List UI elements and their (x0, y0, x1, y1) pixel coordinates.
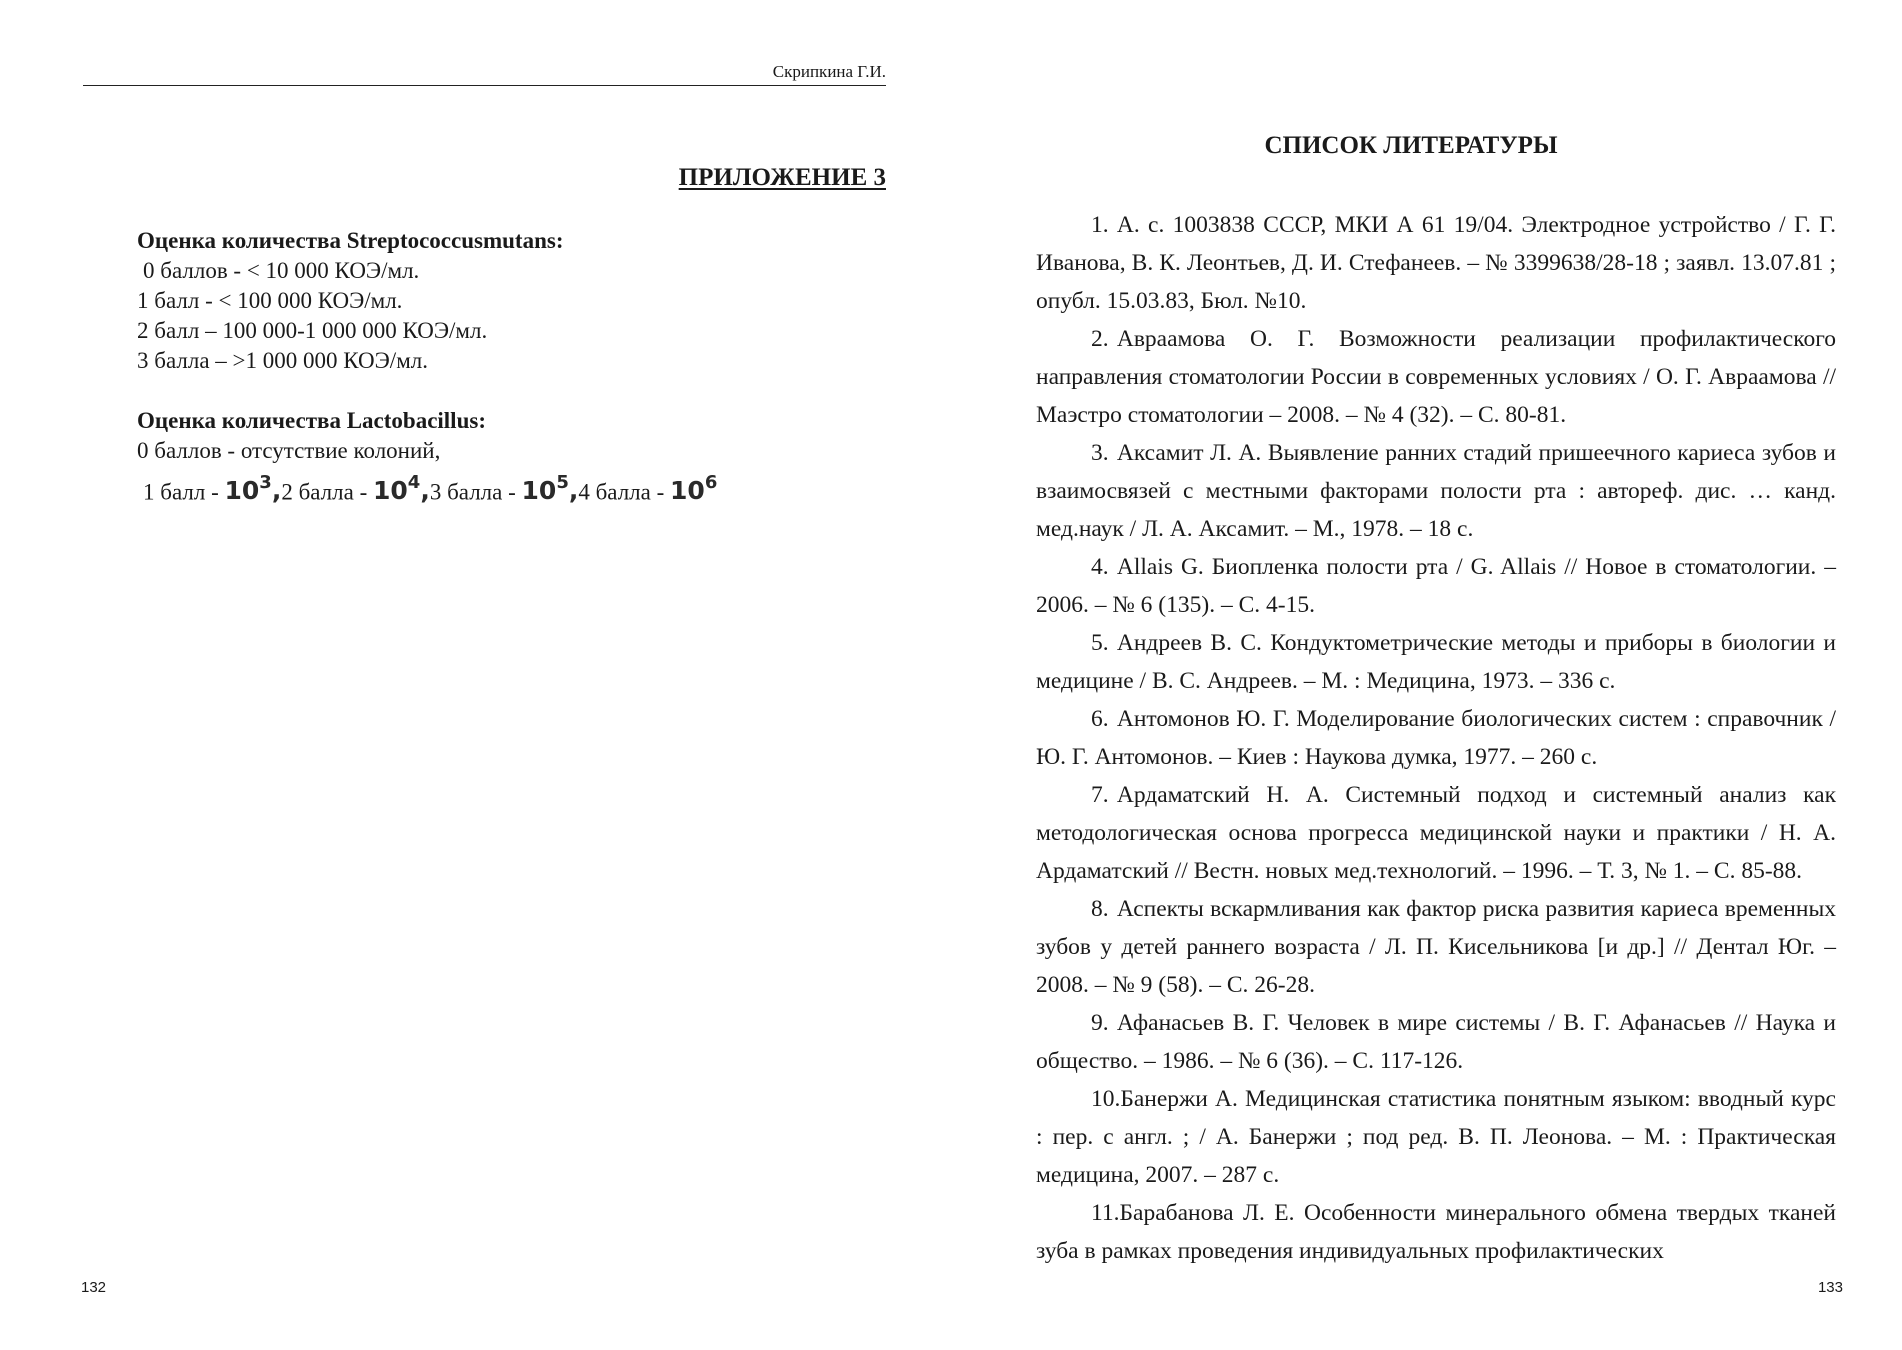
bibliography-entry (1036, 776, 1836, 890)
bibliography-entry (1036, 890, 1836, 1004)
lactobacillus-score-3-label: 3 балла - (429, 479, 522, 505)
lactobacillus-score-2-value: $10^4$, (373, 472, 430, 506)
bibliography-entry (1036, 1194, 1836, 1270)
bibliography-title: СПИСОК ЛИТЕРАТУРЫ (1264, 132, 1558, 159)
entry-text: Барабанова Л. Е. Особенности минерального обмена твердых тканей зуба в рамках проведения индивидуальных профилактических (1036, 1200, 1836, 1264)
entry-text: Андреев В. С. Кондуктометрические методы и приборы в биологии и медицине / В. С. Андреев. – М. : Медицина, 1973. – 336 с. (1036, 630, 1836, 694)
page-number-right: 133 (1817, 1279, 1843, 1296)
bibliography-entry (1036, 700, 1836, 776)
running-header: Скрипкина Г.И. (83, 62, 886, 86)
streptococcus-score-0: 0 баллов - < 10 000 КОЭ/мл. (143, 258, 420, 283)
appendix-body (137, 226, 877, 507)
section-spacer (137, 376, 877, 406)
entry-text: А. с. 1003838 СССР, МКИ А 61 19/04. Электродное устройство / Г. Г. Иванова, В. К. Леонтьев, Д. И. Стефанеев. – № 3399638/28-18 ; заявл. 13.07.81 ; опубл. 15.03.83, Бюл. №10. (1036, 212, 1836, 314)
bibliography-entry (1036, 1004, 1836, 1080)
section-heading-lactobacillus: Оценка количества Lactobacillus: (137, 408, 486, 433)
entry-number: 9. (1091, 1010, 1109, 1036)
streptococcus-score-3: 3 балла – >1 000 000 КОЭ/мл. (137, 348, 428, 373)
streptococcus-score-2: 2 балл – 100 000-1 000 000 КОЭ/мл. (137, 318, 488, 343)
bibliography-entry (1036, 1080, 1836, 1194)
page-number-left: 132 (81, 1279, 107, 1296)
bibliography-entry (1036, 206, 1836, 320)
entry-text: Банержи А. Медицинская статистика понятным языком: вводный курс : пер. с англ. ; / А. Банержи ; под ред. В. П. Леонова. – М. : Практическая медицина, 2007. – 287 с. (1036, 1086, 1836, 1188)
entry-number: 3. (1091, 440, 1109, 466)
entry-text: Авраамова О. Г. Возможности реализации профилактического направления стоматологии России в современных условиях / О. Г. Авраамова // Маэстро стоматологии – 2008. – № 4 (32). – С. 80-81. (1036, 326, 1836, 428)
entry-number: 8. (1091, 896, 1109, 922)
lactobacillus-score-2-label: 2 балла - (281, 479, 373, 505)
bibliography-entry (1036, 548, 1836, 624)
entry-text: Антомонов Ю. Г. Моделирование биологических систем : справочник / Ю. Г. Антомонов. – Киев : Наукова думка, 1977. – 260 с. (1036, 706, 1836, 770)
entry-text: Аспекты вскармливания как фактор риска развития кариеса временных зубов у детей раннего возраста / Л. П. Кисельникова [и др.] // Дентал Юг. – 2008. – № 9 (58). – С. 26-28. (1036, 896, 1836, 998)
right-page (951, 0, 1902, 1350)
entry-number: 10. (1091, 1086, 1121, 1112)
streptococcus-score-1: 1 балл - < 100 000 КОЭ/мл. (137, 288, 403, 313)
entry-number: 5. (1091, 630, 1109, 656)
bibliography-entry (1036, 624, 1836, 700)
lactobacillus-score-line (137, 470, 877, 507)
bibliography-list (1036, 206, 1836, 1270)
lactobacillus-score-1-value: $10^3$, (224, 472, 282, 506)
entry-number: 2. (1091, 326, 1109, 352)
entry-text: Аксамит Л. А. Выявление ранних стадий пришеечного кариеса зубов и взаимосвязей с местными факторами полости рта : автореф. дис. … канд. мед.наук / Л. А. Аксамит. – М., 1978. – 18 с. (1036, 440, 1836, 542)
entry-number: 4. (1091, 554, 1109, 580)
bibliography-entry (1036, 320, 1836, 434)
lactobacillus-score-1-label: 1 балл - (143, 479, 225, 505)
lactobacillus-score-4-value: $10^6$ (670, 472, 718, 506)
entry-number: 6. (1091, 706, 1109, 732)
entry-number: 7. (1091, 782, 1109, 808)
entry-text: Ардаматский Н. А. Системный подход и системный анализ как методологическая основа прогресса медицинской науки и практики / Н. А. Ардаматский // Вестн. новых мед.технологий. – 1996. – Т. 3, № 1. – С. 85-88. (1036, 782, 1836, 884)
lactobacillus-score-3-value: $10^5$, (521, 472, 579, 506)
entry-number: 11. (1091, 1200, 1120, 1226)
appendix-title: ПРИЛОЖЕНИЕ 3 (678, 164, 886, 191)
entry-text: Афанасьев В. Г. Человек в мире системы / В. Г. Афанасьев // Наука и общество. – 1986. – № 6 (36). – С. 117-126. (1036, 1010, 1836, 1074)
entry-text: Allais G. Биопленка полости рта / G. Allais // Новое в стоматологии. – 2006. – № 6 (135). – С. 4-15. (1036, 554, 1836, 618)
bibliography-entry (1036, 434, 1836, 548)
section-heading-streptococcus: Оценка количества Streptococcusmutans: (137, 228, 564, 253)
lactobacillus-score-0: 0 баллов - отсутствие колоний, (137, 438, 441, 463)
entry-number: 1. (1091, 212, 1109, 238)
lactobacillus-score-4-label: 4 балла - (578, 479, 671, 505)
